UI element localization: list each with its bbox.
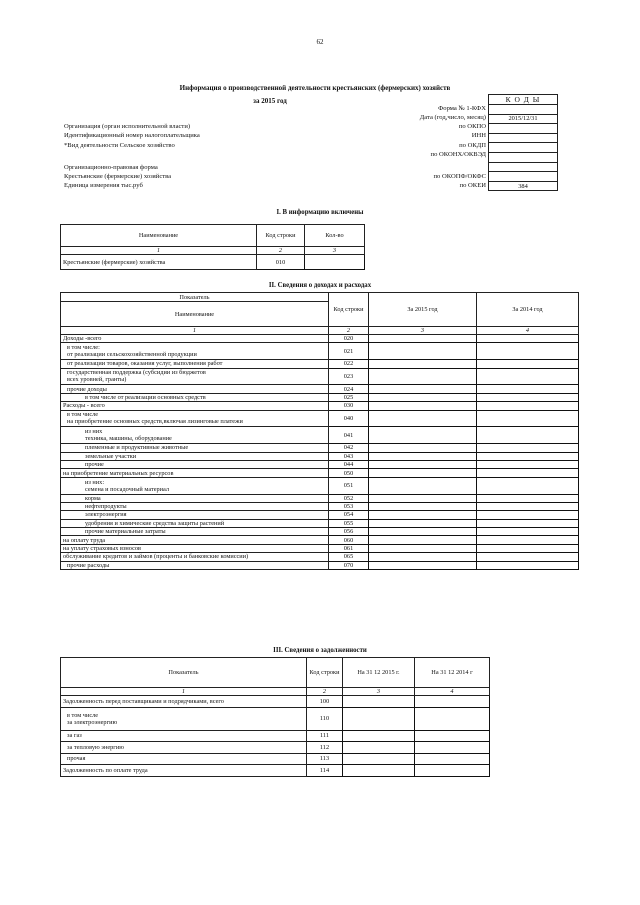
s1-col-qty: Кол-во — [305, 225, 365, 247]
s2-col-2015: За 2015 год — [369, 293, 477, 327]
row-name — [61, 707, 307, 730]
section2-title: II. Сведения о доходах и расходах — [268, 282, 372, 289]
row-code: 112 — [307, 742, 343, 754]
row-name-line: корма — [85, 494, 101, 502]
row-name-line: в том числе — [67, 711, 99, 719]
value-2015-field[interactable] — [369, 368, 477, 385]
row-name-line: Задолженность перед поставщиками и подрядчиками, всего — [63, 697, 224, 705]
value-2015-field[interactable] — [369, 460, 477, 468]
inn-label: ИНН — [471, 132, 486, 139]
row-code: 030 — [329, 402, 369, 410]
value-2015-field[interactable] — [343, 765, 415, 777]
row-name-line: племенные и продуктивные животные — [85, 444, 189, 452]
row-code: 061 — [329, 544, 369, 552]
row-name-line: удобрения и химические средства защиты растений — [85, 519, 225, 527]
row-name-line: Доходы -всего — [63, 335, 102, 343]
organization-label: Организация (орган исполнительной власти) — [64, 123, 191, 130]
table-row — [61, 335, 579, 343]
value-2014-field[interactable] — [477, 561, 579, 569]
table-row — [61, 385, 579, 393]
row-name — [61, 469, 329, 477]
value-2015-field[interactable] — [343, 730, 415, 742]
row-code: 051 — [329, 477, 369, 494]
row-name-line: Задолженность по оплате труда — [63, 766, 148, 774]
row-name-line: от реализации товаров, оказания услуг, выполнения работ — [67, 360, 223, 368]
okdp-label: по ОКДП — [459, 142, 486, 149]
s3-num: 3 — [343, 688, 415, 696]
s2-col-indicator: Показатель — [61, 293, 329, 302]
value-2014-field[interactable] — [415, 742, 490, 754]
table-row — [61, 452, 579, 460]
table-row — [61, 707, 490, 730]
row-name — [61, 528, 329, 536]
s3-body — [61, 696, 490, 777]
value-2015-field[interactable] — [369, 343, 477, 360]
value-2014-field[interactable] — [477, 477, 579, 494]
page-number: 62 — [316, 38, 324, 46]
value-2014-field[interactable] — [477, 360, 579, 368]
row-code: 043 — [329, 452, 369, 460]
value-2015-field[interactable] — [369, 494, 477, 502]
s1-row-code: 010 — [257, 255, 305, 270]
form-code-field[interactable] — [489, 105, 558, 115]
value-2014-field[interactable] — [477, 452, 579, 460]
value-2015-field[interactable] — [369, 452, 477, 460]
row-name — [61, 502, 329, 510]
okopf-label: по ОКОПФ/ОКФС — [433, 173, 486, 180]
row-name — [61, 393, 329, 401]
row-name-line: Расходы - всего — [63, 402, 105, 410]
row-name — [61, 765, 307, 777]
okei-field[interactable]: 384 — [489, 181, 558, 191]
row-name — [61, 360, 329, 368]
table-row — [61, 444, 579, 452]
value-2014-field[interactable] — [415, 765, 490, 777]
row-name — [61, 368, 329, 385]
s2-col-code: Код строки — [329, 293, 369, 327]
table-row — [61, 536, 579, 544]
row-name — [61, 753, 307, 765]
row-name — [61, 696, 307, 708]
value-2015-field[interactable] — [369, 393, 477, 401]
value-2014-field[interactable] — [477, 385, 579, 393]
row-name — [61, 742, 307, 754]
value-2014-field[interactable] — [477, 469, 579, 477]
value-2015-field[interactable] — [369, 511, 477, 519]
value-2014-field[interactable] — [477, 544, 579, 552]
row-code: 114 — [307, 765, 343, 777]
table-row — [61, 553, 579, 561]
taxpayer-id-label: Идентификационный номер налогоплательщика — [64, 132, 200, 139]
row-name — [61, 519, 329, 527]
table-row — [61, 753, 490, 765]
s3-num: 4 — [415, 688, 490, 696]
table-row — [61, 393, 579, 401]
okonh-field[interactable] — [489, 152, 558, 162]
row-code: 070 — [329, 561, 369, 569]
table-row — [61, 696, 490, 708]
row-code: 113 — [307, 753, 343, 765]
value-2014-field[interactable] — [477, 460, 579, 468]
value-2015-field[interactable] — [343, 753, 415, 765]
table-row — [61, 402, 579, 410]
s2-num: 4 — [477, 327, 579, 335]
table-row — [61, 528, 579, 536]
value-2014-field[interactable] — [477, 502, 579, 510]
value-2014-field[interactable] — [477, 444, 579, 452]
row-name-line: нефтепродукты — [85, 503, 127, 511]
row-name-line: государственная поддержка (субсидии из бюджетов — [67, 369, 206, 377]
okei-label: по ОКЕИ — [459, 182, 486, 189]
row-name-line: за тепловую энергию — [67, 743, 124, 751]
row-name-line: в том числе — [67, 411, 99, 419]
s3-col-2014: На 31 12 2014 г — [415, 658, 490, 688]
table-row — [61, 469, 579, 477]
row-name-line: за газ — [67, 732, 82, 740]
table-row — [61, 460, 579, 468]
row-code: 065 — [329, 553, 369, 561]
value-2015-field[interactable] — [369, 561, 477, 569]
unit-label: Единица измерения тыс.руб — [64, 182, 143, 189]
s1-col-code: Код строки — [257, 225, 305, 247]
value-2014-field[interactable] — [477, 519, 579, 527]
form-period: за 2015 год — [253, 97, 287, 105]
row-name — [61, 561, 329, 569]
table-row — [61, 561, 579, 569]
date-label: Дата (год,число, месяц) — [419, 114, 486, 121]
value-2014-field[interactable] — [477, 343, 579, 360]
row-code: 111 — [307, 730, 343, 742]
table-row — [61, 494, 579, 502]
s3-col-indicator: Показатель — [61, 658, 307, 688]
section1-table — [60, 224, 365, 270]
value-2014-field[interactable] — [477, 528, 579, 536]
table-row — [61, 519, 579, 527]
value-2015-field[interactable] — [369, 360, 477, 368]
s3-col-code: Код строки — [307, 658, 343, 688]
row-name — [61, 730, 307, 742]
row-name-line: из них — [85, 428, 103, 436]
value-2014-field[interactable] — [477, 494, 579, 502]
okonh-label: по ОКОНХ/ОКВЭД — [430, 151, 486, 158]
row-code: 040 — [329, 410, 369, 427]
form-number-label: Форма № 1-КФХ — [438, 105, 486, 112]
row-name — [61, 460, 329, 468]
row-name — [61, 544, 329, 552]
row-name — [61, 477, 329, 494]
row-code: 020 — [329, 335, 369, 343]
row-name-line2: за электроэнергию — [67, 718, 118, 726]
value-2014-field[interactable] — [415, 753, 490, 765]
s1-num: 2 — [257, 247, 305, 255]
value-2015-field[interactable] — [369, 335, 477, 343]
value-2015-field[interactable] — [369, 402, 477, 410]
value-2014-field[interactable] — [415, 696, 490, 708]
value-2015-field[interactable] — [369, 385, 477, 393]
row-code: 053 — [329, 502, 369, 510]
value-2014-field[interactable] — [477, 393, 579, 401]
row-code: 021 — [329, 343, 369, 360]
s3-num: 2 — [307, 688, 343, 696]
row-code: 024 — [329, 385, 369, 393]
row-name-line: на приобретение материальных ресурсов — [63, 469, 174, 477]
row-name-line: в том числе: — [67, 344, 100, 352]
value-2015-field[interactable] — [369, 477, 477, 494]
row-name-line: из них: — [85, 478, 105, 486]
row-name-line: прочая — [67, 755, 86, 763]
row-name-line: на оплату труда — [63, 536, 106, 544]
okpo-field[interactable] — [489, 124, 558, 134]
row-code: 052 — [329, 494, 369, 502]
row-name-line2: на приобретение основных средств,включая лизинговые платежи — [67, 418, 243, 426]
activity-label: *Вид деятельности Сельское хозяйство — [64, 142, 175, 149]
value-2015-field[interactable] — [369, 502, 477, 510]
table-row — [61, 511, 579, 519]
row-code: 110 — [307, 707, 343, 730]
row-code: 050 — [329, 469, 369, 477]
value-2014-field[interactable] — [477, 427, 579, 444]
table-row — [61, 368, 579, 385]
s2-body — [61, 335, 579, 570]
codes-box — [488, 94, 558, 191]
s1-num: 3 — [305, 247, 365, 255]
value-2014-field[interactable] — [477, 402, 579, 410]
row-code: 023 — [329, 368, 369, 385]
table-row — [61, 765, 490, 777]
row-code: 055 — [329, 519, 369, 527]
okopf-field[interactable] — [489, 172, 558, 182]
value-2015-field[interactable] — [369, 519, 477, 527]
row-name — [61, 494, 329, 502]
table-row — [61, 730, 490, 742]
value-2015-field[interactable] — [369, 427, 477, 444]
inn-field[interactable] — [489, 133, 558, 143]
row-name — [61, 536, 329, 544]
row-name-line: на уплату страховых взносов — [63, 545, 142, 553]
row-name — [61, 511, 329, 519]
table-row — [61, 477, 579, 494]
row-name — [61, 427, 329, 444]
s2-col-name: Наименование — [61, 302, 329, 327]
value-2015-field[interactable] — [369, 553, 477, 561]
row-name-line: прочие расходы — [67, 561, 110, 569]
row-code: 042 — [329, 444, 369, 452]
row-name-line2: техника, машины, оборудование — [85, 435, 172, 443]
value-2015-field[interactable] — [343, 696, 415, 708]
value-2015-field[interactable] — [343, 707, 415, 730]
form-title: Информация о производственной деятельности крестьянских (фермерских) хозяйств — [179, 84, 451, 92]
s2-num: 2 — [329, 327, 369, 335]
row-name-line: обслуживание кредитов и займов (проценты и банковские комиссии) — [63, 553, 249, 561]
row-name-line: прочие материальные затраты — [85, 528, 166, 536]
row-name-line: электроэнергия — [85, 511, 127, 519]
section3-table — [60, 657, 490, 777]
s2-num: 1 — [61, 327, 329, 335]
row-code: 041 — [329, 427, 369, 444]
table-row — [61, 360, 579, 368]
table-row — [61, 427, 579, 444]
s2-col-2014: За 2014 год — [477, 293, 579, 327]
legal-form-label: Организационно-правовая форма — [64, 164, 158, 171]
value-2015-field[interactable] — [369, 536, 477, 544]
value-2014-field[interactable] — [415, 730, 490, 742]
row-name-line: прочие доходы — [67, 385, 107, 393]
s1-row-name: Крестьянские (фермерские) хозяйства — [61, 255, 257, 270]
s3-col-2015: На 31 12 2015 г. — [343, 658, 415, 688]
value-2015-field[interactable] — [369, 544, 477, 552]
value-2015-field[interactable] — [369, 469, 477, 477]
row-code: 022 — [329, 360, 369, 368]
row-name — [61, 410, 329, 427]
value-2015-field[interactable] — [369, 444, 477, 452]
row-code: 060 — [329, 536, 369, 544]
row-name — [61, 452, 329, 460]
value-2014-field[interactable] — [477, 511, 579, 519]
value-2014-field[interactable] — [477, 335, 579, 343]
s1-col-name: Наименование — [61, 225, 257, 247]
s3-num: 1 — [61, 688, 307, 696]
row-name — [61, 385, 329, 393]
value-2014-field[interactable] — [477, 410, 579, 427]
section1-title: I. В информацию включены — [276, 209, 364, 216]
value-2015-field[interactable] — [343, 742, 415, 754]
row-code: 056 — [329, 528, 369, 536]
row-name — [61, 444, 329, 452]
row-name — [61, 402, 329, 410]
value-2014-field[interactable] — [477, 368, 579, 385]
date-field[interactable]: 2015/12/31 — [489, 114, 558, 124]
row-name-line2: всех уровней, гранты) — [67, 376, 127, 384]
row-name — [61, 553, 329, 561]
table-row — [61, 742, 490, 754]
legal-form-value: Крестьянские (фермерские) хозяйства — [64, 173, 172, 180]
s1-num: 1 — [61, 247, 257, 255]
row-name-line: в том числе от реализации основных средств — [85, 393, 206, 401]
value-2014-field[interactable] — [415, 707, 490, 730]
row-name-line2: семена и посадочный материал — [85, 485, 170, 493]
table-row — [61, 343, 579, 360]
section2-table — [60, 292, 579, 570]
row-name — [61, 335, 329, 343]
section3-title: III. Сведения о задолженности — [273, 647, 367, 654]
row-code: 054 — [329, 511, 369, 519]
value-2014-field[interactable] — [477, 536, 579, 544]
value-2015-field[interactable] — [369, 410, 477, 427]
s2-num: 3 — [369, 327, 477, 335]
table-row — [61, 410, 579, 427]
row-code: 100 — [307, 696, 343, 708]
row-name-line: земельные участки — [85, 452, 137, 460]
row-name — [61, 343, 329, 360]
okdp-field[interactable] — [489, 143, 558, 153]
row-name-line: прочие — [85, 461, 104, 469]
codes-header: К О Д Ы — [489, 95, 558, 105]
value-2015-field[interactable] — [369, 528, 477, 536]
row-code: 044 — [329, 460, 369, 468]
okpo-label: по ОКПО — [458, 123, 486, 130]
row-name-line2: от реализации сельскохозяйственной продукции — [67, 351, 197, 359]
table-row — [61, 544, 579, 552]
blank-field[interactable] — [489, 162, 558, 172]
s1-row-qty-field[interactable] — [305, 255, 365, 270]
row-code: 025 — [329, 393, 369, 401]
table-row — [61, 502, 579, 510]
value-2014-field[interactable] — [477, 553, 579, 561]
